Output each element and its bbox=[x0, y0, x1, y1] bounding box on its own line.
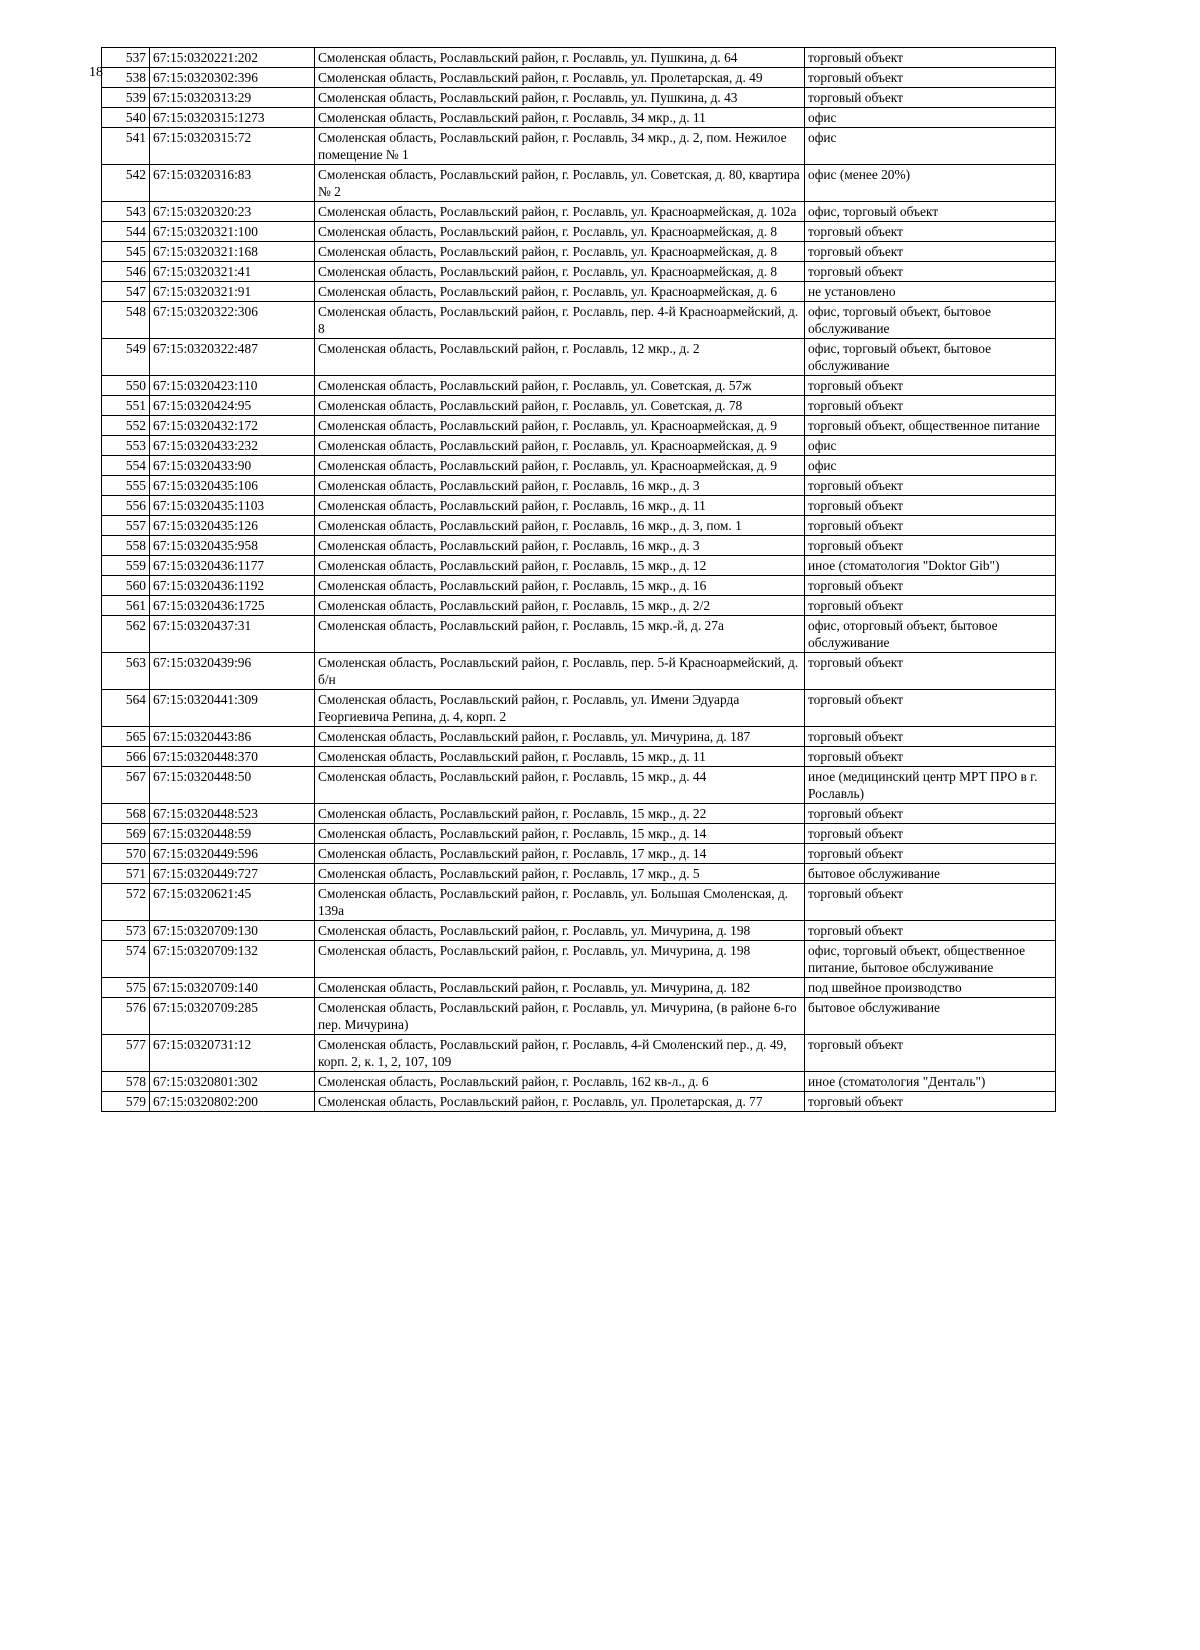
cadastral-number-cell: 67:15:0320322:487 bbox=[150, 339, 315, 376]
table-row bbox=[102, 998, 1056, 1035]
row-number-cell: 567 bbox=[102, 767, 150, 804]
usage-type-cell: торговый объект bbox=[805, 727, 1056, 747]
row-number-cell: 548 bbox=[102, 302, 150, 339]
address-cell: Смоленская область, Рославльский район, г. Рославль, ул. Красноармейская, д. 9 bbox=[315, 416, 805, 436]
cadastral-number-cell: 67:15:0320321:168 bbox=[150, 242, 315, 262]
usage-type-cell: бытовое обслуживание bbox=[805, 998, 1056, 1035]
table-row bbox=[102, 1035, 1056, 1072]
address-cell: Смоленская область, Рославльский район, г. Рославль, 16 мкр., д. 11 bbox=[315, 496, 805, 516]
row-number-cell: 557 bbox=[102, 516, 150, 536]
table-row bbox=[102, 556, 1056, 576]
address-cell: Смоленская область, Рославльский район, г. Рославль, пер. 5-й Красноармейский, д. б/н bbox=[315, 653, 805, 690]
address-cell: Смоленская область, Рославльский район, г. Рославль, пер. 4-й Красноармейский, д. 8 bbox=[315, 302, 805, 339]
address-cell: Смоленская область, Рославльский район, г. Рославль, ул. Красноармейская, д. 8 bbox=[315, 242, 805, 262]
address-cell: Смоленская область, Рославльский район, г. Рославль, 15 мкр., д. 22 bbox=[315, 804, 805, 824]
usage-type-cell: иное (стоматология "Doktor Gib") bbox=[805, 556, 1056, 576]
cadastral-number-cell: 67:15:0320433:90 bbox=[150, 456, 315, 476]
usage-type-cell: торговый объект bbox=[805, 476, 1056, 496]
registry-table-body bbox=[102, 48, 1056, 1112]
cadastral-number-cell: 67:15:0320437:31 bbox=[150, 616, 315, 653]
table-row bbox=[102, 653, 1056, 690]
row-number-cell: 560 bbox=[102, 576, 150, 596]
usage-type-cell: офис, торговый объект, бытовое обслуживание bbox=[805, 302, 1056, 339]
address-cell: Смоленская область, Рославльский район, г. Рославль, 16 мкр., д. 3, пом. 1 bbox=[315, 516, 805, 536]
row-number-cell: 574 bbox=[102, 941, 150, 978]
cadastral-number-cell: 67:15:0320439:96 bbox=[150, 653, 315, 690]
address-cell: Смоленская область, Рославльский район, г. Рославль, ул. Пролетарская, д. 49 bbox=[315, 68, 805, 88]
row-number-cell: 553 bbox=[102, 436, 150, 456]
page-number: 18 bbox=[89, 65, 103, 80]
row-number-cell: 566 bbox=[102, 747, 150, 767]
cadastral-number-cell: 67:15:0320436:1177 bbox=[150, 556, 315, 576]
table-row bbox=[102, 884, 1056, 921]
address-cell: Смоленская область, Рославльский район, г. Рославль, 34 мкр., д. 11 bbox=[315, 108, 805, 128]
usage-type-cell: торговый объект bbox=[805, 884, 1056, 921]
row-number-cell: 544 bbox=[102, 222, 150, 242]
address-cell: Смоленская область, Рославльский район, г. Рославль, ул. Красноармейская, д. 102а bbox=[315, 202, 805, 222]
row-number-cell: 573 bbox=[102, 921, 150, 941]
address-cell: Смоленская область, Рославльский район, г. Рославль, 162 кв-л., д. 6 bbox=[315, 1072, 805, 1092]
cadastral-number-cell: 67:15:0320433:232 bbox=[150, 436, 315, 456]
cadastral-number-cell: 67:15:0320320:23 bbox=[150, 202, 315, 222]
table-row bbox=[102, 165, 1056, 202]
table-row bbox=[102, 516, 1056, 536]
row-number-cell: 541 bbox=[102, 128, 150, 165]
address-cell: Смоленская область, Рославльский район, г. Рославль, ул. Мичурина, д. 198 bbox=[315, 941, 805, 978]
row-number-cell: 545 bbox=[102, 242, 150, 262]
usage-type-cell: офис bbox=[805, 436, 1056, 456]
usage-type-cell: торговый объект bbox=[805, 396, 1056, 416]
address-cell: Смоленская область, Рославльский район, г. Рославль, 15 мкр., д. 44 bbox=[315, 767, 805, 804]
cadastral-number-cell: 67:15:0320709:140 bbox=[150, 978, 315, 998]
table-row bbox=[102, 339, 1056, 376]
usage-type-cell: офис, торговый объект, общественное питание, бытовое обслуживание bbox=[805, 941, 1056, 978]
table-row bbox=[102, 978, 1056, 998]
cadastral-number-cell: 67:15:0320321:100 bbox=[150, 222, 315, 242]
usage-type-cell: торговый объект bbox=[805, 690, 1056, 727]
usage-type-cell: торговый объект bbox=[805, 376, 1056, 396]
usage-type-cell: офис bbox=[805, 108, 1056, 128]
cadastral-number-cell: 67:15:0320436:1725 bbox=[150, 596, 315, 616]
row-number-cell: 570 bbox=[102, 844, 150, 864]
row-number-cell: 538 bbox=[102, 68, 150, 88]
address-cell: Смоленская область, Рославльский район, г. Рославль, 16 мкр., д. 3 bbox=[315, 476, 805, 496]
row-number-cell: 542 bbox=[102, 165, 150, 202]
table-row bbox=[102, 690, 1056, 727]
cadastral-number-cell: 67:15:0320448:50 bbox=[150, 767, 315, 804]
cadastral-number-cell: 67:15:0320424:95 bbox=[150, 396, 315, 416]
cadastral-number-cell: 67:15:0320302:396 bbox=[150, 68, 315, 88]
address-cell: Смоленская область, Рославльский район, г. Рославль, 17 мкр., д. 5 bbox=[315, 864, 805, 884]
address-cell: Смоленская область, Рославльский район, г. Рославль, ул. Пушкина, д. 43 bbox=[315, 88, 805, 108]
cadastral-number-cell: 67:15:0320802:200 bbox=[150, 1092, 315, 1112]
usage-type-cell: иное (стоматология "Денталь") bbox=[805, 1072, 1056, 1092]
usage-type-cell: торговый объект, общественное питание bbox=[805, 416, 1056, 436]
table-row bbox=[102, 921, 1056, 941]
address-cell: Смоленская область, Рославльский район, г. Рославль, 15 мкр., д. 14 bbox=[315, 824, 805, 844]
table-row bbox=[102, 48, 1056, 68]
table-row bbox=[102, 128, 1056, 165]
row-number-cell: 539 bbox=[102, 88, 150, 108]
table-row bbox=[102, 804, 1056, 824]
cadastral-number-cell: 67:15:0320432:172 bbox=[150, 416, 315, 436]
table-row bbox=[102, 576, 1056, 596]
address-cell: Смоленская область, Рославльский район, г. Рославль, ул. Красноармейская, д. 9 bbox=[315, 456, 805, 476]
cadastral-number-cell: 67:15:0320709:132 bbox=[150, 941, 315, 978]
row-number-cell: 571 bbox=[102, 864, 150, 884]
address-cell: Смоленская область, Рославльский район, г. Рославль, ул. Красноармейская, д. 8 bbox=[315, 262, 805, 282]
usage-type-cell: торговый объект bbox=[805, 921, 1056, 941]
address-cell: Смоленская область, Рославльский район, г. Рославль, ул. Мичурина, д. 182 bbox=[315, 978, 805, 998]
usage-type-cell: торговый объект bbox=[805, 48, 1056, 68]
table-row bbox=[102, 302, 1056, 339]
row-number-cell: 569 bbox=[102, 824, 150, 844]
row-number-cell: 543 bbox=[102, 202, 150, 222]
row-number-cell: 550 bbox=[102, 376, 150, 396]
table-row bbox=[102, 616, 1056, 653]
usage-type-cell: иное (медицинский центр МРТ ПРО в г. Рославль) bbox=[805, 767, 1056, 804]
table-row bbox=[102, 456, 1056, 476]
usage-type-cell: торговый объект bbox=[805, 242, 1056, 262]
address-cell: Смоленская область, Рославльский район, г. Рославль, 12 мкр., д. 2 bbox=[315, 339, 805, 376]
row-number-cell: 555 bbox=[102, 476, 150, 496]
address-cell: Смоленская область, Рославльский район, г. Рославль, 15 мкр., д. 2/2 bbox=[315, 596, 805, 616]
row-number-cell: 565 bbox=[102, 727, 150, 747]
row-number-cell: 549 bbox=[102, 339, 150, 376]
address-cell: Смоленская область, Рославльский район, г. Рославль, ул. Пролетарская, д. 77 bbox=[315, 1092, 805, 1112]
address-cell: Смоленская область, Рославльский район, г. Рославль, ул. Пушкина, д. 64 bbox=[315, 48, 805, 68]
cadastral-number-cell: 67:15:0320435:1103 bbox=[150, 496, 315, 516]
row-number-cell: 562 bbox=[102, 616, 150, 653]
row-number-cell: 546 bbox=[102, 262, 150, 282]
table-row bbox=[102, 396, 1056, 416]
cadastral-number-cell: 67:15:0320731:12 bbox=[150, 1035, 315, 1072]
table-row bbox=[102, 1092, 1056, 1112]
cadastral-number-cell: 67:15:0320313:29 bbox=[150, 88, 315, 108]
table-row bbox=[102, 596, 1056, 616]
table-row bbox=[102, 824, 1056, 844]
row-number-cell: 558 bbox=[102, 536, 150, 556]
row-number-cell: 576 bbox=[102, 998, 150, 1035]
cadastral-number-cell: 67:15:0320316:83 bbox=[150, 165, 315, 202]
table-row bbox=[102, 222, 1056, 242]
cadastral-number-cell: 67:15:0320321:91 bbox=[150, 282, 315, 302]
table-row bbox=[102, 282, 1056, 302]
row-number-cell: 572 bbox=[102, 884, 150, 921]
usage-type-cell: торговый объект bbox=[805, 88, 1056, 108]
address-cell: Смоленская область, Рославльский район, г. Рославль, 15 мкр., д. 16 bbox=[315, 576, 805, 596]
address-cell: Смоленская область, Рославльский район, г. Рославль, ул. Красноармейская, д. 8 bbox=[315, 222, 805, 242]
row-number-cell: 564 bbox=[102, 690, 150, 727]
address-cell: Смоленская область, Рославльский район, г. Рославль, ул. Советская, д. 80, квартира № 2 bbox=[315, 165, 805, 202]
usage-type-cell: под швейное производство bbox=[805, 978, 1056, 998]
cadastral-number-cell: 67:15:0320448:523 bbox=[150, 804, 315, 824]
table-row bbox=[102, 262, 1056, 282]
usage-type-cell: торговый объект bbox=[805, 496, 1056, 516]
table-row bbox=[102, 941, 1056, 978]
row-number-cell: 561 bbox=[102, 596, 150, 616]
table-row bbox=[102, 747, 1056, 767]
usage-type-cell: торговый объект bbox=[805, 576, 1056, 596]
cadastral-number-cell: 67:15:0320449:727 bbox=[150, 864, 315, 884]
row-number-cell: 563 bbox=[102, 653, 150, 690]
table-row bbox=[102, 436, 1056, 456]
cadastral-number-cell: 67:15:0320322:306 bbox=[150, 302, 315, 339]
table-row bbox=[102, 536, 1056, 556]
row-number-cell: 559 bbox=[102, 556, 150, 576]
cadastral-number-cell: 67:15:0320709:130 bbox=[150, 921, 315, 941]
table-row bbox=[102, 864, 1056, 884]
table-row bbox=[102, 416, 1056, 436]
cadastral-number-cell: 67:15:0320801:302 bbox=[150, 1072, 315, 1092]
row-number-cell: 578 bbox=[102, 1072, 150, 1092]
table-row bbox=[102, 1072, 1056, 1092]
row-number-cell: 552 bbox=[102, 416, 150, 436]
cadastral-number-cell: 67:15:0320443:86 bbox=[150, 727, 315, 747]
usage-type-cell: офис, торговый объект, бытовое обслуживание bbox=[805, 339, 1056, 376]
row-number-cell: 554 bbox=[102, 456, 150, 476]
address-cell: Смоленская область, Рославльский район, г. Рославль, 15 мкр., д. 12 bbox=[315, 556, 805, 576]
usage-type-cell: бытовое обслуживание bbox=[805, 864, 1056, 884]
row-number-cell: 575 bbox=[102, 978, 150, 998]
cadastral-number-cell: 67:15:0320423:110 bbox=[150, 376, 315, 396]
table-row bbox=[102, 767, 1056, 804]
usage-type-cell: торговый объект bbox=[805, 596, 1056, 616]
address-cell: Смоленская область, Рославльский район, г. Рославль, ул. Имени Эдуарда Георгиевича Репина, д. 4, корп. 2 bbox=[315, 690, 805, 727]
usage-type-cell: торговый объект bbox=[805, 536, 1056, 556]
cadastral-number-cell: 67:15:0320315:1273 bbox=[150, 108, 315, 128]
usage-type-cell: торговый объект bbox=[805, 653, 1056, 690]
cadastral-number-cell: 67:15:0320435:126 bbox=[150, 516, 315, 536]
address-cell: Смоленская область, Рославльский район, г. Рославль, 17 мкр., д. 14 bbox=[315, 844, 805, 864]
table-row bbox=[102, 476, 1056, 496]
row-number-cell: 547 bbox=[102, 282, 150, 302]
cadastral-number-cell: 67:15:0320321:41 bbox=[150, 262, 315, 282]
usage-type-cell: офис, оторговый объект, бытовое обслуживание bbox=[805, 616, 1056, 653]
row-number-cell: 540 bbox=[102, 108, 150, 128]
address-cell: Смоленская область, Рославльский район, г. Рославль, 15 мкр.-й, д. 27а bbox=[315, 616, 805, 653]
table-row bbox=[102, 496, 1056, 516]
cadastral-number-cell: 67:15:0320435:106 bbox=[150, 476, 315, 496]
table-row bbox=[102, 202, 1056, 222]
address-cell: Смоленская область, Рославльский район, г. Рославль, 15 мкр., д. 11 bbox=[315, 747, 805, 767]
cadastral-number-cell: 67:15:0320448:59 bbox=[150, 824, 315, 844]
usage-type-cell: офис, торговый объект bbox=[805, 202, 1056, 222]
usage-type-cell: торговый объект bbox=[805, 824, 1056, 844]
usage-type-cell: торговый объект bbox=[805, 1035, 1056, 1072]
cadastral-number-cell: 67:15:0320315:72 bbox=[150, 128, 315, 165]
usage-type-cell: офис bbox=[805, 128, 1056, 165]
address-cell: Смоленская область, Рославльский район, г. Рославль, ул. Мичурина, (в районе 6-го пер. Мичурина) bbox=[315, 998, 805, 1035]
cadastral-number-cell: 67:15:0320621:45 bbox=[150, 884, 315, 921]
cadastral-number-cell: 67:15:0320221:202 bbox=[150, 48, 315, 68]
table-row bbox=[102, 844, 1056, 864]
registry-table bbox=[101, 47, 1056, 1112]
address-cell: Смоленская область, Рославльский район, г. Рославль, ул. Большая Смоленская, д. 139а bbox=[315, 884, 805, 921]
usage-type-cell: торговый объект bbox=[805, 844, 1056, 864]
usage-type-cell: торговый объект bbox=[805, 68, 1056, 88]
row-number-cell: 556 bbox=[102, 496, 150, 516]
usage-type-cell: торговый объект bbox=[805, 222, 1056, 242]
address-cell: Смоленская область, Рославльский район, г. Рославль, ул. Мичурина, д. 187 bbox=[315, 727, 805, 747]
usage-type-cell: торговый объект bbox=[805, 516, 1056, 536]
address-cell: Смоленская область, Рославльский район, г. Рославль, 16 мкр., д. 3 bbox=[315, 536, 805, 556]
row-number-cell: 579 bbox=[102, 1092, 150, 1112]
usage-type-cell: торговый объект bbox=[805, 804, 1056, 824]
row-number-cell: 568 bbox=[102, 804, 150, 824]
address-cell: Смоленская область, Рославльский район, г. Рославль, ул. Красноармейская, д. 9 bbox=[315, 436, 805, 456]
cadastral-number-cell: 67:15:0320436:1192 bbox=[150, 576, 315, 596]
usage-type-cell: торговый объект bbox=[805, 747, 1056, 767]
address-cell: Смоленская область, Рославльский район, г. Рославль, ул. Советская, д. 78 bbox=[315, 396, 805, 416]
usage-type-cell: офис (менее 20%) bbox=[805, 165, 1056, 202]
address-cell: Смоленская область, Рославльский район, г. Рославль, ул. Советская, д. 57ж bbox=[315, 376, 805, 396]
address-cell: Смоленская область, Рославльский район, г. Рославль, 4-й Смоленский пер., д. 49, корп. 2, к. 1, 2, 107, 109 bbox=[315, 1035, 805, 1072]
address-cell: Смоленская область, Рославльский район, г. Рославль, ул. Красноармейская, д. 6 bbox=[315, 282, 805, 302]
usage-type-cell: торговый объект bbox=[805, 262, 1056, 282]
address-cell: Смоленская область, Рославльский район, г. Рославль, 34 мкр., д. 2, пом. Нежилое помещение № 1 bbox=[315, 128, 805, 165]
row-number-cell: 537 bbox=[102, 48, 150, 68]
address-cell: Смоленская область, Рославльский район, г. Рославль, ул. Мичурина, д. 198 bbox=[315, 921, 805, 941]
cadastral-number-cell: 67:15:0320435:958 bbox=[150, 536, 315, 556]
cadastral-number-cell: 67:15:0320448:370 bbox=[150, 747, 315, 767]
row-number-cell: 551 bbox=[102, 396, 150, 416]
cadastral-number-cell: 67:15:0320449:596 bbox=[150, 844, 315, 864]
cadastral-number-cell: 67:15:0320709:285 bbox=[150, 998, 315, 1035]
usage-type-cell: офис bbox=[805, 456, 1056, 476]
table-row bbox=[102, 88, 1056, 108]
table-row bbox=[102, 108, 1056, 128]
row-number-cell: 577 bbox=[102, 1035, 150, 1072]
usage-type-cell: не установлено bbox=[805, 282, 1056, 302]
table-row bbox=[102, 376, 1056, 396]
table-row bbox=[102, 68, 1056, 88]
table-row bbox=[102, 727, 1056, 747]
table-row bbox=[102, 242, 1056, 262]
usage-type-cell: торговый объект bbox=[805, 1092, 1056, 1112]
cadastral-number-cell: 67:15:0320441:309 bbox=[150, 690, 315, 727]
